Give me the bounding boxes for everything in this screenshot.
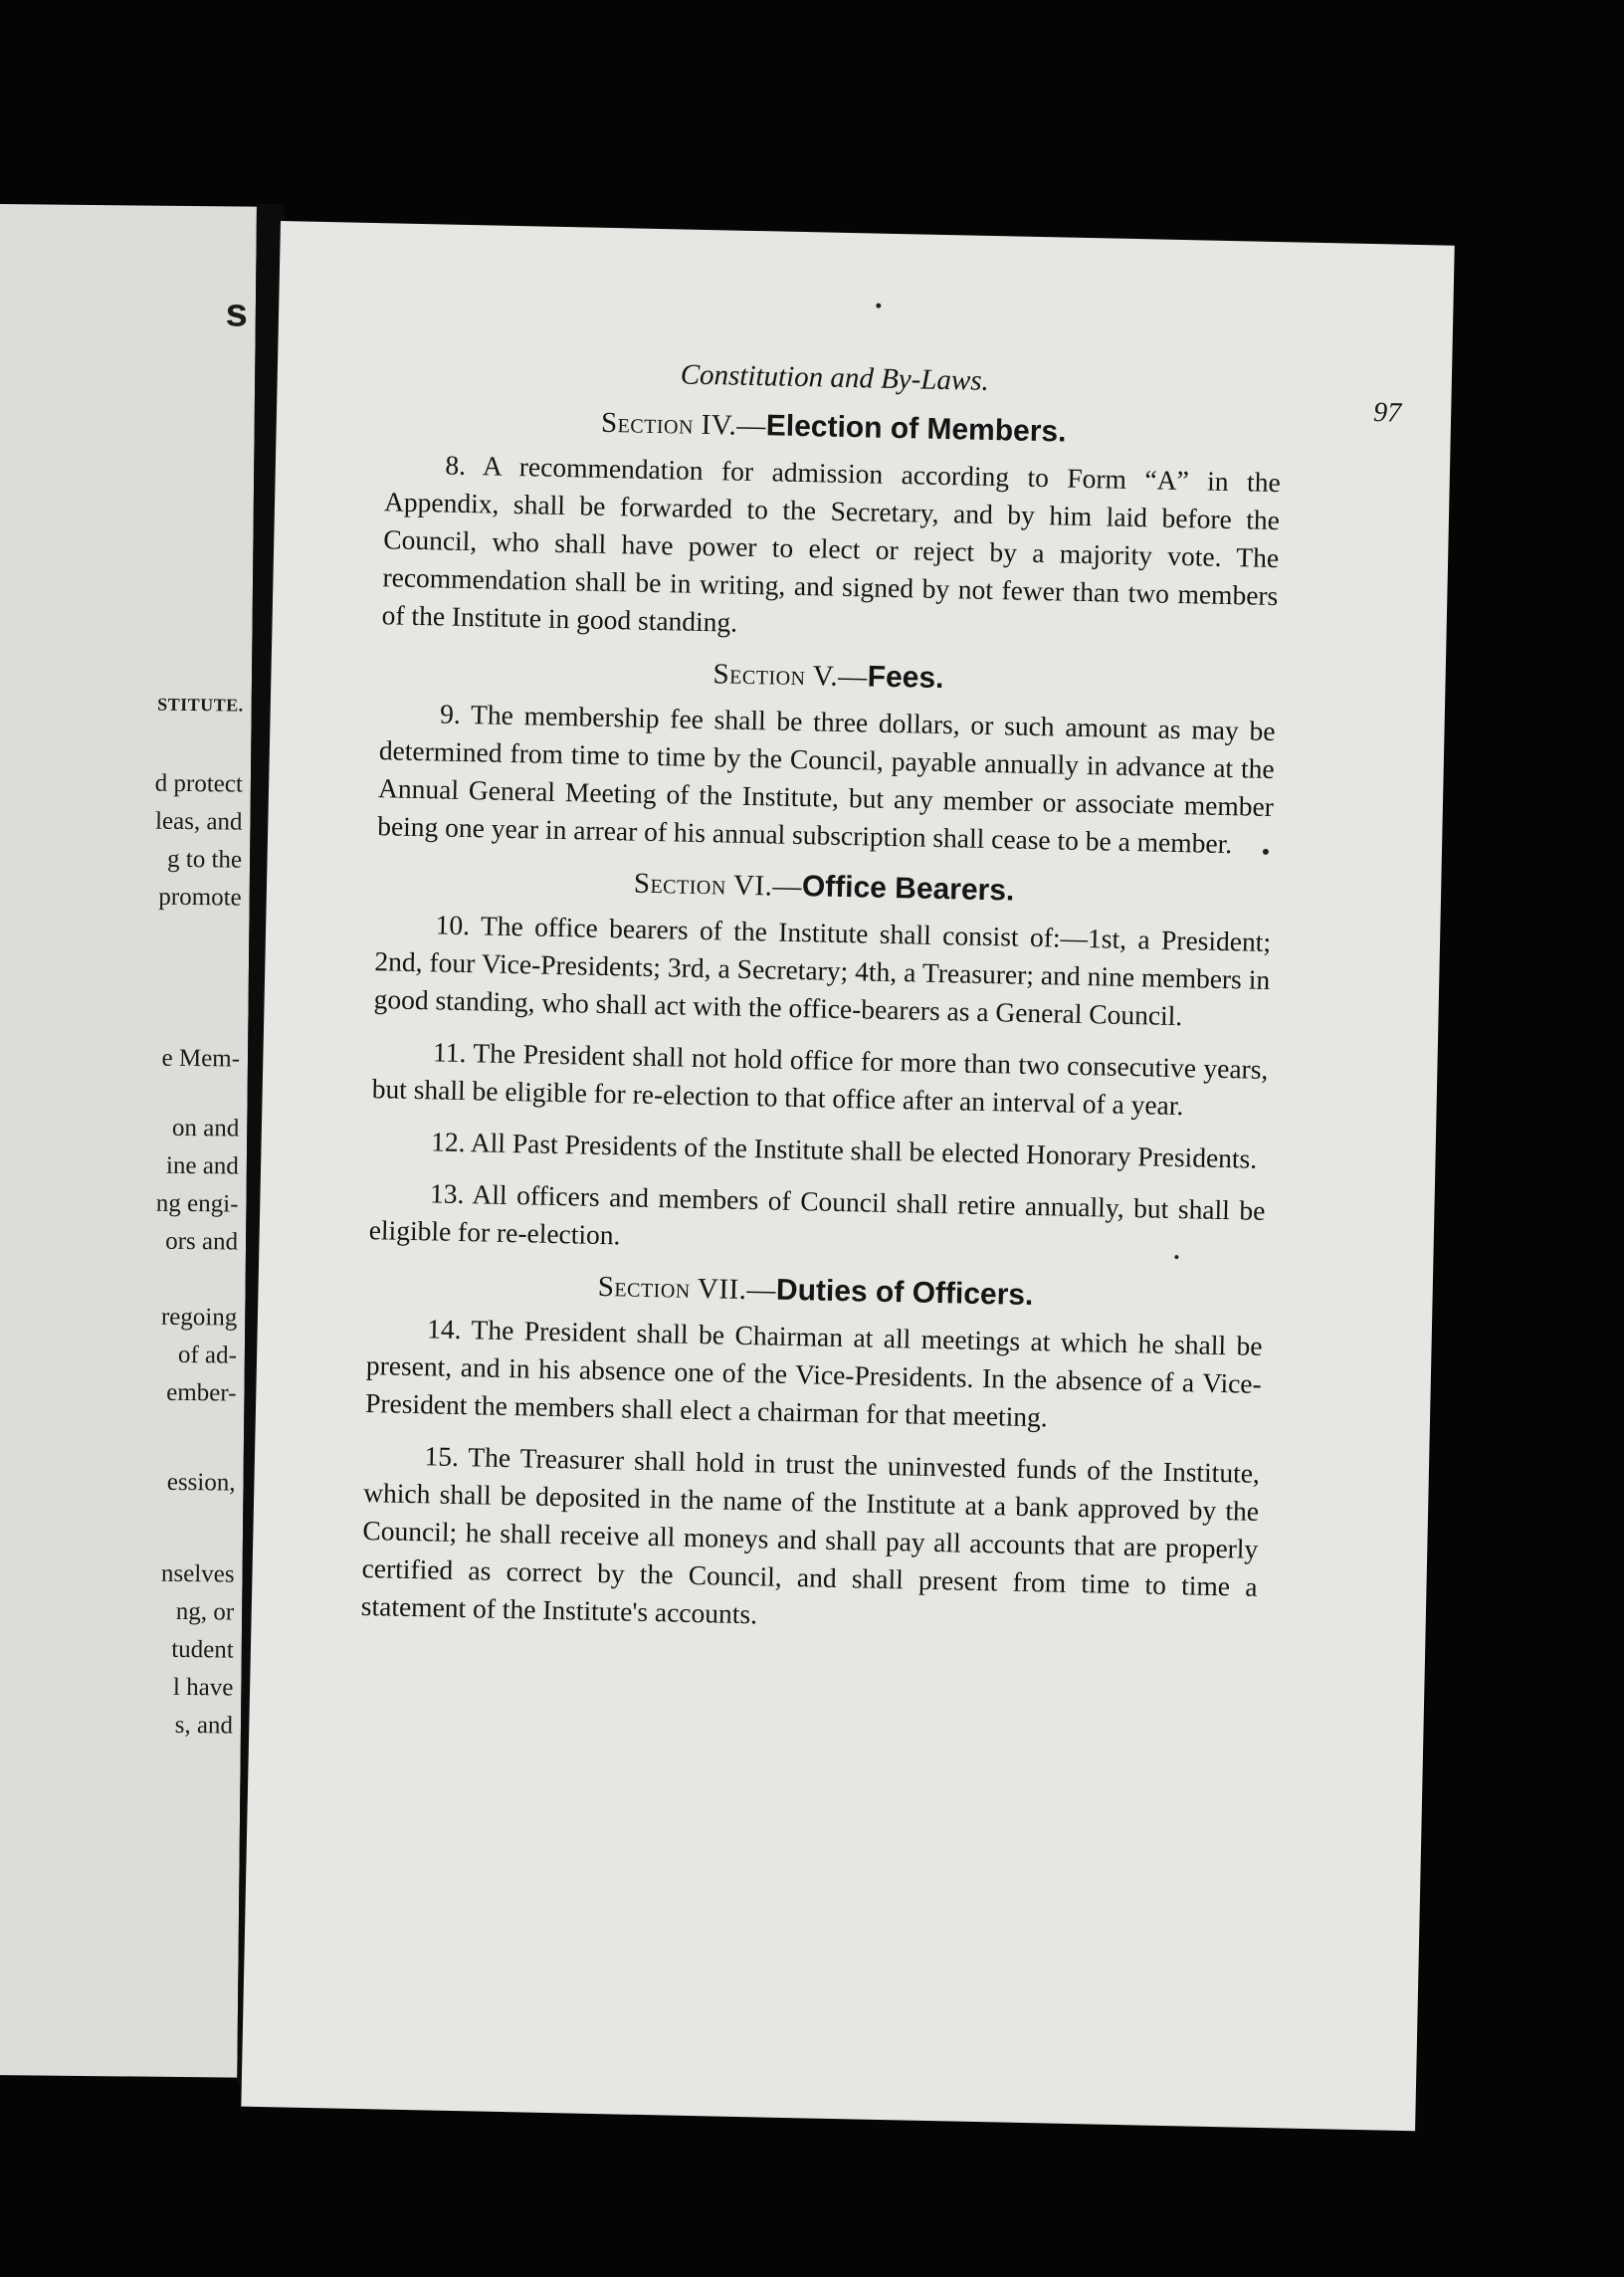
left-page-fragment: ors and <box>165 1227 239 1256</box>
left-page-fragment: tudent <box>171 1635 234 1664</box>
section-label: Section IV.— <box>600 406 767 443</box>
left-page-fragment: of ad- <box>177 1341 238 1369</box>
article-paragraph: 9. The membership fee shall be three dollars, or such amount as may be determined from time to time by the Council, payable annually in advance at the Annual General Meeting of the Institute, but any member or associate member being one year in arrear of his annual subscription shall cease to be a member. <box>376 698 1276 860</box>
section-label: Section VI.— <box>633 867 803 904</box>
right-page <box>241 221 1454 2131</box>
running-head-text: Constitution and By-Laws. <box>680 358 990 397</box>
left-page-fragment: ession, <box>166 1468 236 1497</box>
left-page-fragment: ember- <box>166 1378 237 1407</box>
left-page-fragment: ine and <box>165 1151 240 1180</box>
left-page-fragment: l have <box>172 1673 234 1702</box>
section-heading <box>386 401 1283 454</box>
left-page-fragment: on and <box>171 1114 240 1142</box>
article-paragraph: 12. All Past Presidents of the Institute shall be elected Honorary Presidents. <box>430 1126 1258 1174</box>
section-title: Office Bearers. <box>801 870 1015 908</box>
left-page-fragment: g to the <box>166 845 243 874</box>
left-page-fragments <box>0 204 257 1740</box>
section-title: Duties of Officers. <box>775 1273 1034 1313</box>
left-page-fragment: ng engi- <box>155 1189 239 1218</box>
left-page-fragment: s <box>225 291 249 335</box>
left-page <box>0 204 257 2078</box>
section-title: Election of Members. <box>765 409 1067 449</box>
article-paragraph: 10. The office bearers of the Institute shall consist of:—1st, a President; 2nd, four Vice-Presidents; 3rd, a Secretary; 4th, a Treasurer; and nine members in good standing, who shall act with the office-bearers as a General Council. <box>373 909 1272 1032</box>
section-label: Section V.— <box>712 658 869 694</box>
page-number: 97 <box>1372 397 1402 429</box>
sections <box>360 401 1282 1644</box>
left-page-fragment: nselves <box>160 1559 235 1588</box>
left-page-fragment: leas, and <box>154 807 243 836</box>
left-page-fragment: e Mem- <box>161 1044 241 1073</box>
section-title: Fees. <box>867 660 944 696</box>
article-paragraph: 8. A recommendation for admission according to Form “A” in the Appendix, shall be forwarded to the Secretary, and by him laid before the Council, who shall have power to elect or reject by a majority vote. The recommendation shall be in writing, and signed by not fewer than two members of the Institute in good standing. <box>381 449 1282 638</box>
article-paragraph: 14. The President shall be Chairman at all meetings at which he shall be present, and in his absence one of the Vice-Presidents. In the absence of a Vice-President the members shall elect a chairman for that meeting. <box>364 1313 1263 1433</box>
section-heading <box>380 650 1277 703</box>
left-page-fragment: STITUTE. <box>157 694 244 716</box>
article-paragraph: 15. The Treasurer shall hold in trust the uninvested funds of the Institute, which shall be deposited in the name of the Institute at a bank approved by the Council; he shall receive all moneys and shall pay all accounts that are properly certified as correct by the Council, and shall present from time to time a statement of the Institute's accounts. <box>360 1440 1261 1630</box>
left-page-fragment: regoing <box>160 1303 238 1332</box>
section-heading <box>367 1265 1264 1318</box>
section-heading <box>376 861 1273 914</box>
section-label: Section VII.— <box>597 1270 777 1307</box>
speck <box>876 304 881 309</box>
page-content <box>360 352 1402 1658</box>
article-paragraph: 11. The President shall not hold office for more than two consecutive years, but shall be eligible for re-election to that office after an interval of a year. <box>371 1036 1269 1122</box>
left-page-fragment: s, and <box>174 1711 234 1740</box>
left-page-fragment: promote <box>158 883 242 912</box>
left-page-fragment: ng, or <box>175 1597 235 1626</box>
article-paragraph: 13. All officers and members of Council shall retire annually, but shall be eligible for re-election. <box>368 1177 1266 1251</box>
left-page-fragment: d protect <box>154 769 244 798</box>
